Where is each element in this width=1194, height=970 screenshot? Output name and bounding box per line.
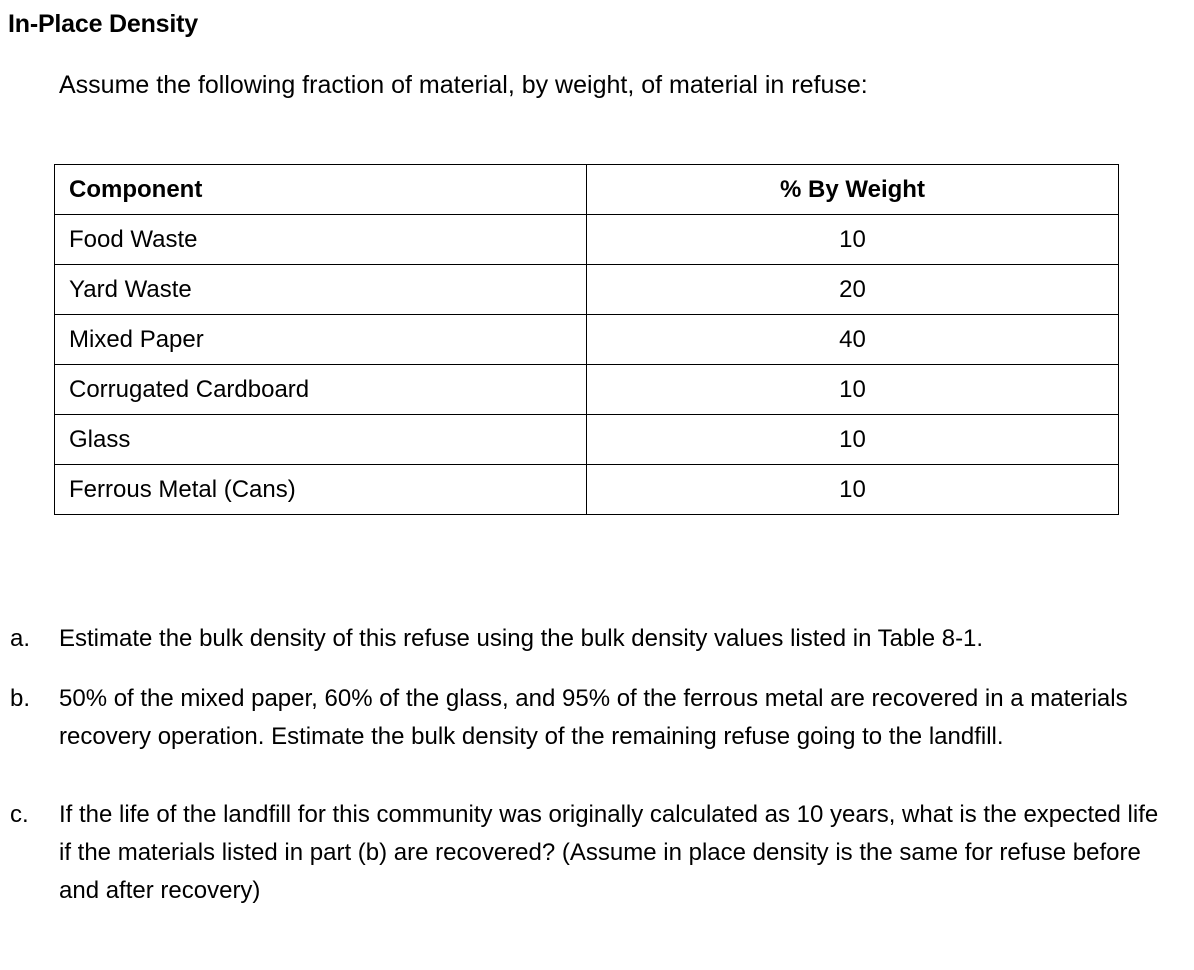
row-component: Food Waste bbox=[55, 215, 587, 265]
row-component: Mixed Paper bbox=[55, 315, 587, 365]
table-row bbox=[55, 415, 1119, 465]
row-component: Yard Waste bbox=[55, 265, 587, 315]
question-a bbox=[10, 620, 1169, 658]
header-component: Component bbox=[55, 165, 587, 215]
question-text: If the life of the landfill for this community was originally calculated as 10 years, what is the expected life if the materials listed in part (b) are recovered? (Assume in place density is the same for refuse before and after recovery) bbox=[59, 801, 1159, 904]
table-row bbox=[55, 265, 1119, 315]
row-component: Corrugated Cardboard bbox=[55, 365, 587, 415]
question-marker: a. bbox=[10, 625, 31, 652]
table-row bbox=[55, 215, 1119, 265]
row-percent: 20 bbox=[587, 265, 1119, 315]
row-component: Glass bbox=[55, 415, 587, 465]
table-row bbox=[55, 365, 1119, 415]
question-marker: c. bbox=[10, 801, 29, 828]
page-title: In-Place Density bbox=[8, 10, 198, 38]
row-component: Ferrous Metal (Cans) bbox=[55, 465, 587, 515]
question-text: 50% of the mixed paper, 60% of the glass, and 95% of the ferrous metal are recovered in a materials recovery operation. Estimate the bulk density of the remaining refuse going to the landfill. bbox=[59, 685, 1128, 750]
question-c bbox=[10, 796, 1169, 910]
table-header-row bbox=[55, 165, 1119, 215]
row-percent: 40 bbox=[587, 315, 1119, 365]
composition-table bbox=[54, 164, 1119, 515]
row-percent: 10 bbox=[587, 415, 1119, 465]
table-row bbox=[55, 315, 1119, 365]
header-percent: % By Weight bbox=[587, 165, 1119, 215]
row-percent: 10 bbox=[587, 365, 1119, 415]
row-percent: 10 bbox=[587, 215, 1119, 265]
intro-text: Assume the following fraction of material, by weight, of material in refuse: bbox=[59, 71, 868, 99]
row-percent: 10 bbox=[587, 465, 1119, 515]
table-row bbox=[55, 465, 1119, 515]
question-text: Estimate the bulk density of this refuse using the bulk density values listed in Table 8-1. bbox=[59, 625, 984, 652]
question-b bbox=[10, 680, 1169, 756]
question-marker: b. bbox=[10, 685, 31, 712]
